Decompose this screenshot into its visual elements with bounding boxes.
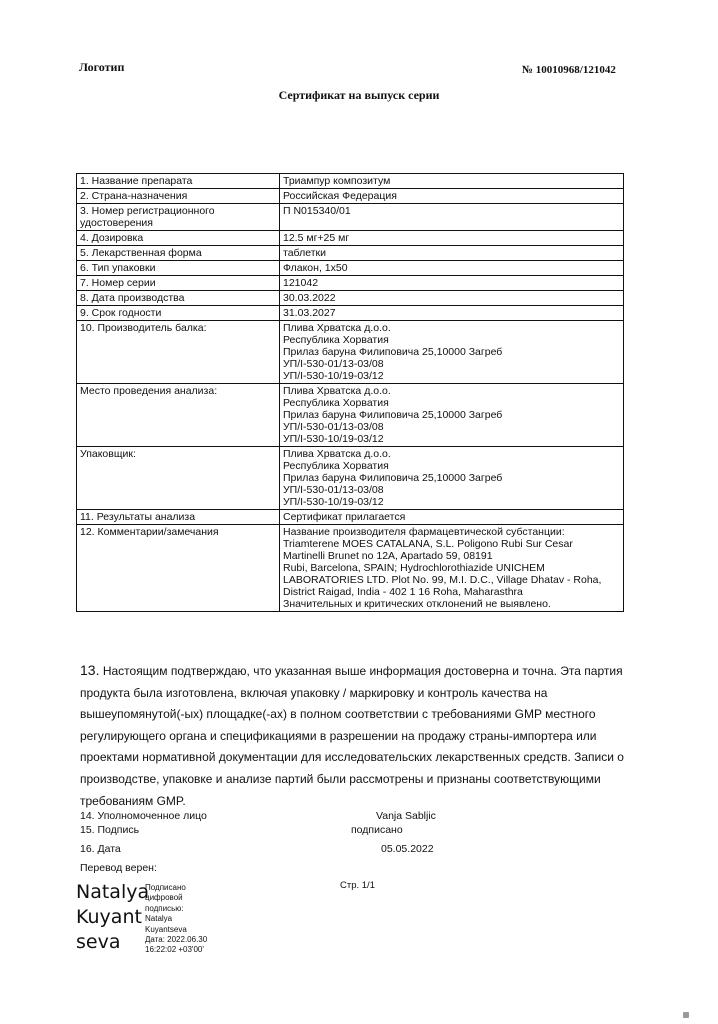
row-value-line: Значительных и критических отклонений не выявлено.: [283, 598, 551, 610]
table-row: [77, 306, 624, 321]
row-value-line: Прилаз баруна Филиповича 25,10000 Загреб: [283, 409, 503, 421]
signature-detail-line: подписью:: [145, 903, 184, 913]
table-row: [77, 261, 624, 276]
row-value-line: Martinelli Brunet no 12A, Apartado 59, 08191: [283, 550, 493, 562]
row-label: 2. Страна-назначения: [77, 189, 280, 204]
date-label: 16. Дата: [80, 843, 121, 855]
table-row: [77, 174, 624, 189]
row-value: Российская Федерация: [280, 189, 624, 204]
row-value-line: Плива Хрватска д.о.о.: [283, 448, 391, 460]
row-value-line: УП/I-530-01/13-03/08: [283, 358, 384, 370]
row-label: 8. Дата производства: [77, 291, 280, 306]
signature-name-line: Natalya: [76, 881, 150, 903]
row-label: 4. Дозировка: [77, 231, 280, 246]
certificate-table: [76, 173, 624, 612]
row-value-line: УП/I-530-10/19-03/12: [283, 370, 384, 382]
row-value-line: УП/I-530-10/19-03/12: [283, 496, 384, 508]
row-value-line: LABORATORIES LTD. Plot No. 99, M.I. D.C., Village Dhatav - Roha,: [283, 574, 602, 586]
row-value: таблетки: [280, 246, 624, 261]
row-value-line: Республика Хорватия: [283, 397, 389, 409]
signature-detail-line: цифровой: [145, 893, 183, 903]
row-value: [280, 321, 624, 384]
signature-detail-line: Natalya: [145, 914, 173, 924]
digital-signature-name: [76, 880, 150, 955]
row-value: Флакон, 1x50: [280, 261, 624, 276]
row-label: Место проведения анализа:: [77, 384, 280, 447]
row-label: 12. Комментарии/замечания: [77, 525, 280, 612]
authorized-person-value: Vanja Sabljic: [376, 810, 436, 822]
table-row: [77, 246, 624, 261]
row-label: 9. Срок годности: [77, 306, 280, 321]
row-label: 3. Номер регистрационного удостоверения: [77, 204, 280, 231]
certificate-number: № 10010968/121042: [522, 64, 616, 76]
row-value: Триампур композитум: [280, 174, 624, 189]
table-row: [77, 291, 624, 306]
logo-placeholder: Логотип: [79, 60, 125, 74]
row-value-line: УП/I-530-10/19-03/12: [283, 433, 384, 445]
row-value-line: Прилаз баруна Филиповича 25,10000 Загреб: [283, 346, 503, 358]
row-value: Сертификат прилагается: [280, 510, 624, 525]
row-label: 7. Номер серии: [77, 276, 280, 291]
table-row: [77, 189, 624, 204]
row-value-line: Название производителя фармацевтической субстанции:: [283, 526, 565, 538]
row-label: 10. Производитель балка:: [77, 321, 280, 384]
row-value-line: УП/I-530-01/13-03/08: [283, 421, 384, 433]
row-value-line: Республика Хорватия: [283, 460, 389, 472]
table-row: [77, 204, 624, 231]
row-value: [280, 525, 624, 612]
signature-label: 15. Подпись: [80, 824, 140, 836]
signature-detail-line: Дата: 2022.06.30: [145, 935, 208, 945]
row-value-line: Triamterene MOES CATALANA, S.L. Poligono Rubi Sur Cesar: [283, 538, 573, 550]
table-row: [77, 510, 624, 525]
confirmation-paragraph: [80, 660, 626, 812]
translation-label: Перевод верен:: [80, 862, 157, 874]
row-value-line: Rubi, Barcelona, SPAIN; Hydrochlorothiazide UNICHEM: [283, 562, 545, 574]
row-label: Упаковщик:: [77, 447, 280, 510]
row-label: 6. Тип упаковки: [77, 261, 280, 276]
digital-signature-details: [145, 883, 225, 956]
authorized-person-label: 14. Уполномоченное лицо: [80, 810, 207, 822]
row-label: 1. Название препарата: [77, 174, 280, 189]
row-value: [280, 384, 624, 447]
row-value-line: Республика Хорватия: [283, 334, 389, 346]
row-value: П N015340/01: [280, 204, 624, 231]
signature-detail-line: Подписано: [145, 883, 186, 892]
confirmation-text: Настоящим подтверждаю, что указанная выше информация достоверна и точна. Эта партия продукта была изготовлена, включая упаковку / маркировку и контроль качества на вышеупомянутой(-ых) площадке(-ах) в полном соответствии с требованиями GMP местного регулирующего органа и спецификациями в разрешении на продажу страны-импортера или проектами нормативной документации для исследовательских лекарственных средств. Записи о производстве, упаковке и анализе партий были рассмотрены и признаны соответствующими требованиям GMP.: [80, 664, 624, 808]
row-value-line: Плива Хрватска д.о.о.: [283, 385, 391, 397]
table-row: [77, 276, 624, 291]
row-value-line: Прилаз баруна Филиповича 25,10000 Загреб: [283, 472, 503, 484]
row-label: 11. Результаты анализа: [77, 510, 280, 525]
row-value: 121042: [280, 276, 624, 291]
row-value-line: УП/I-530-01/13-03/08: [283, 484, 384, 496]
signature-name-line: Kuyant: [76, 906, 142, 928]
scan-mark: [683, 1012, 689, 1018]
table-row: [77, 321, 624, 384]
row-value: 31.03.2027: [280, 306, 624, 321]
page-number: Стр. 1/1: [340, 880, 375, 891]
table-row: [77, 525, 624, 612]
document-title: Сертификат на выпуск серии: [278, 88, 440, 102]
table-row: [77, 447, 624, 510]
signature-detail-line: 16:22:02 +03'00': [145, 945, 204, 955]
row-label: 5. Лекарственная форма: [77, 246, 280, 261]
confirmation-number: 13.: [80, 662, 100, 678]
row-value-line: Плива Хрватска д.о.о.: [283, 322, 391, 334]
signature-detail-line: Kuyantseva: [145, 924, 187, 934]
row-value: [280, 447, 624, 510]
signature-value: подписано: [351, 824, 403, 836]
row-value-line: District Raigad, India - 402 1 16 Roha, Maharasthra: [283, 586, 523, 598]
table-row: [77, 231, 624, 246]
table-row: [77, 384, 624, 447]
row-value: 30.03.2022: [280, 291, 624, 306]
row-value: 12.5 мг+25 мг: [280, 231, 624, 246]
date-value: 05.05.2022: [381, 843, 434, 855]
signature-name-line: seva: [76, 931, 121, 953]
